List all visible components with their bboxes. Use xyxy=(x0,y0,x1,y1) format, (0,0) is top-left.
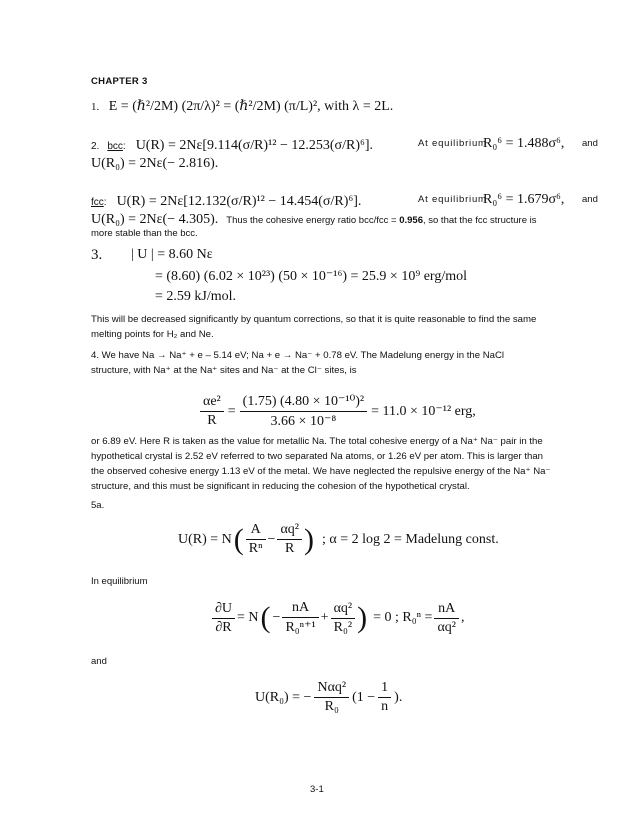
cohesive-ratio-value: 0.956 xyxy=(399,215,423,226)
bcc-r0-equation: R₀⁶ = 1.488σ⁶, xyxy=(483,136,565,151)
fcc-conclusion: more stable than the bcc. xyxy=(91,228,198,239)
problem-1-number: 1. xyxy=(91,101,100,113)
madelung-lhs-fraction: $\frac{\text{αe²}}{R}$ xyxy=(200,394,224,429)
bcc-energy-equation: U(R) = 2Nε[9.114(σ/R)¹² − 12.253(σ/R)⁶]. xyxy=(135,138,374,153)
problem-1-equation: E = (ℏ²/2M) (2π/λ)² = (ℏ²/2M) (π/L)², with λ = 2L. xyxy=(108,99,394,114)
in-equilibrium-label: In equilibrium xyxy=(91,576,148,587)
r0n-fraction: $\frac{nA}{\text{αq²}}$ xyxy=(434,601,459,636)
fcc-at-equilibrium: At equilibrium xyxy=(418,194,487,205)
and-label: and xyxy=(91,656,107,667)
problem-1 xyxy=(91,98,393,115)
madelung-rhs-fraction: $\frac{\text{(1.75) (4.80 × 10⁻¹⁰)²}}{\text{3.66 × 10⁻⁸}}$ xyxy=(240,393,367,430)
problem-3-text: This will be decreased significantly by quantum corrections, so that it is quite reasonable to find the same melting points for H₂ and Ne. xyxy=(91,314,537,340)
problem-3-number: 3. xyxy=(91,247,103,263)
problem-3-line-3: = 2.59 kJ/mol. xyxy=(155,289,237,304)
fcc-energy-equation: U(R) = 2Nε[12.132(σ/R)¹² − 14.454(σ/R)⁶]. xyxy=(116,194,362,209)
bcc-cohesive-equation: U(R₀) = 2Nε(− 2.816). xyxy=(91,156,219,171)
fcc-and: and xyxy=(582,194,598,205)
eq-cohesive: U(R₀) = − $\frac{\text{Nαq²}}{\text{R₀}}$ (1 − $\frac{1}{n}$ ). xyxy=(255,680,403,714)
problem-2-number: 2. xyxy=(91,141,100,152)
problem-2-bcc: 2. bcc: U(R) = 2Nε[9.114(σ/R)¹² − 12.253(σ/R)⁶]. xyxy=(91,138,374,153)
madelung-const: ; α = 2 log 2 = Madelung const. xyxy=(321,531,499,547)
eq-potential-lhs: U(R) = N xyxy=(178,531,232,547)
problem-3-line-1: | U | = 8.60 Nε xyxy=(131,247,213,262)
fcc-cohesive-equation: U(R₀) = 2Nε(− 4.305). xyxy=(91,212,219,227)
one-over-n: $\frac{1}{n}$ xyxy=(378,680,391,715)
derivative-attractive: $\frac{\text{αq²}}{\text{R₀²}}$ xyxy=(331,601,356,636)
derivative-repulsive: $\frac{nA}{\text{R₀ⁿ⁺¹}}$ xyxy=(282,600,318,636)
madelung-equation: $\frac{\text{αe²}}{R}$ = $\frac{\text{(1.75) (4.80 × 10⁻¹⁰)²}}{\text{3.66 × 10⁻⁸}}$ = 11.0 × 10⁻¹² erg, xyxy=(200,393,476,430)
eq-derivative: $\frac{\partial U}{\partial R}$ = N ( − $\frac{nA}{\text{R₀ⁿ⁺¹}}$ + $\frac{\text{αq²}}{\text{R₀²}}$ ) = 0 ; R₀ⁿ = $\frac{nA}{\text{αq²}}$ , xyxy=(212,600,464,636)
repulsive-term: $\frac{A}{\text{Rⁿ}}$ xyxy=(246,522,266,557)
bcc-label: bcc xyxy=(107,141,123,152)
fcc-label: fcc xyxy=(91,197,104,208)
fcc-r0-equation: R₀⁶ = 1.679σ⁶, xyxy=(483,192,565,207)
page-number: 3-1 xyxy=(310,784,324,795)
fcc-ratio-text: Thus the cohesive energy ratio bcc/fcc = 0.956, so that the fcc structure is xyxy=(226,215,537,226)
problem-3-line-2: = (8.60) (6.02 × 10²³) (50 × 10⁻¹⁶) = 25.9 × 10⁹ erg/mol xyxy=(155,269,467,284)
bcc-at-equilibrium: At equilibrium xyxy=(418,138,487,149)
partial-derivative: $\frac{\partial U}{\partial R}$ xyxy=(212,601,235,636)
fcc-cohesive-line xyxy=(91,210,537,228)
madelung-result: = 11.0 × 10⁻¹² erg, xyxy=(371,404,476,419)
problem-5a-label: 5a. xyxy=(91,500,105,511)
attractive-term: $\frac{\text{αq²}}{R}$ xyxy=(277,522,302,557)
problem-2-fcc: fcc: U(R) = 2Nε[12.132(σ/R)¹² − 14.454(σ/R)⁶]. xyxy=(91,194,362,209)
eq-potential: U(R) = N ( $\frac{A}{\text{Rⁿ}}$ − $\frac{\text{αq²}}{R}$ ) ; α = 2 log 2 = Madelung const. xyxy=(178,522,499,556)
problem-4-discussion: or 6.89 eV. Here R is taken as the value for metallic Na. The total cohesive energy of a Na⁺ Na⁻ pair in the hypothetical crystal is 2.52 eV referred to two separated Na atoms, or 1.26 eV per atom. This is larger than the observed cohesive energy 1.13 eV of the metal. We have neglected the repulsive energy of the Na⁺ Na⁻ structure, and this must be significant in reducing the cohesion of the hypothetical crystal. xyxy=(91,436,551,492)
bcc-and: and xyxy=(582,138,598,149)
problem-4-intro: 4. We have Na → Na⁺ + e – 5.14 eV; Na + e → Na⁻ + 0.78 eV. The Madelung energy in the NaCl structure, with Na⁺ at the Na⁺ sites and Na⁻ at the Cl⁻ sites, is xyxy=(91,350,505,376)
cohesive-fraction: $\frac{\text{Nαq²}}{\text{R₀}}$ xyxy=(314,680,349,715)
chapter-title: CHAPTER 3 xyxy=(91,76,148,87)
